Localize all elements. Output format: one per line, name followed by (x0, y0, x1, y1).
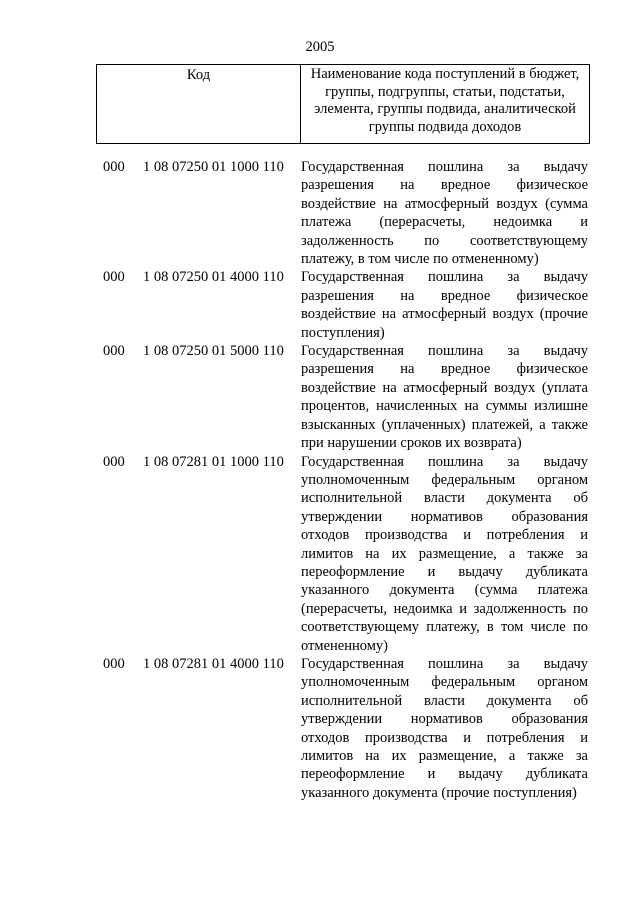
column-header-name: Наименование кода поступлений в бюджет, группы, подгруппы, статьи, подстатьи, элемента, группы подвида, аналитической группы подвида доходов (310, 66, 580, 135)
revenue-description: Государственная пошлина за выдачу разрешения на вредное физическое воздействие на атмосферный воздух (сумма платежа (перерасчеты, недоимка и задолженность по соответствующему платежу, в том числе по отмененному) (301, 159, 588, 268)
table-row (0, 158, 640, 268)
revenue-code: 1 08 07281 01 4000 110 (143, 655, 284, 672)
admin-code: 000 (103, 269, 125, 286)
revenue-description: Государственная пошлина за выдачу уполномоченным федеральным органом исполнительной власти документа об утверждении нормативов образования отходов производства и потребления и лимитов на их размещение, а также за переоформление и выдачу дубликата указанного документа (сумма платежа (перерасчеты, недоимка и задолженность по соответствующему платежу, в том числе по отмененному) (301, 453, 588, 654)
revenue-code: 1 08 07250 01 1000 110 (143, 159, 284, 175)
revenue-description: Государственная пошлина за выдачу разрешения на вредное физическое воздействие на атмосферный воздух (уплата процентов, начисленных на суммы излишне взысканных (уплаченных) платежей, а также при нарушении сроков их возврата) (301, 343, 588, 452)
table-body (0, 158, 640, 802)
table-row (0, 268, 640, 342)
revenue-code: 1 08 07250 01 4000 110 (143, 269, 284, 286)
revenue-description: Государственная пошлина за выдачу разрешения на вредное физическое воздействие на атмосферный воздух (прочие поступления) (301, 269, 588, 341)
revenue-code: 1 08 07250 01 5000 110 (143, 343, 284, 360)
column-header-code: Код (97, 65, 301, 143)
table-row (0, 342, 640, 452)
admin-code: 000 (103, 159, 125, 175)
revenue-code: 1 08 07281 01 1000 110 (143, 453, 284, 470)
admin-code: 000 (103, 655, 125, 672)
table-row (0, 453, 640, 655)
table-row (0, 655, 640, 802)
admin-code: 000 (103, 343, 125, 360)
admin-code: 000 (103, 453, 125, 470)
table-header (96, 64, 590, 144)
revenue-description: Государственная пошлина за выдачу уполномоченным федеральным органом исполнительной власти документа об утверждении нормативов образования отходов производства и потребления и лимитов на их размещение, а также за переоформление и выдачу дубликата указанного документа (прочие поступления) (301, 655, 588, 801)
page-number: 2005 (305, 39, 335, 55)
